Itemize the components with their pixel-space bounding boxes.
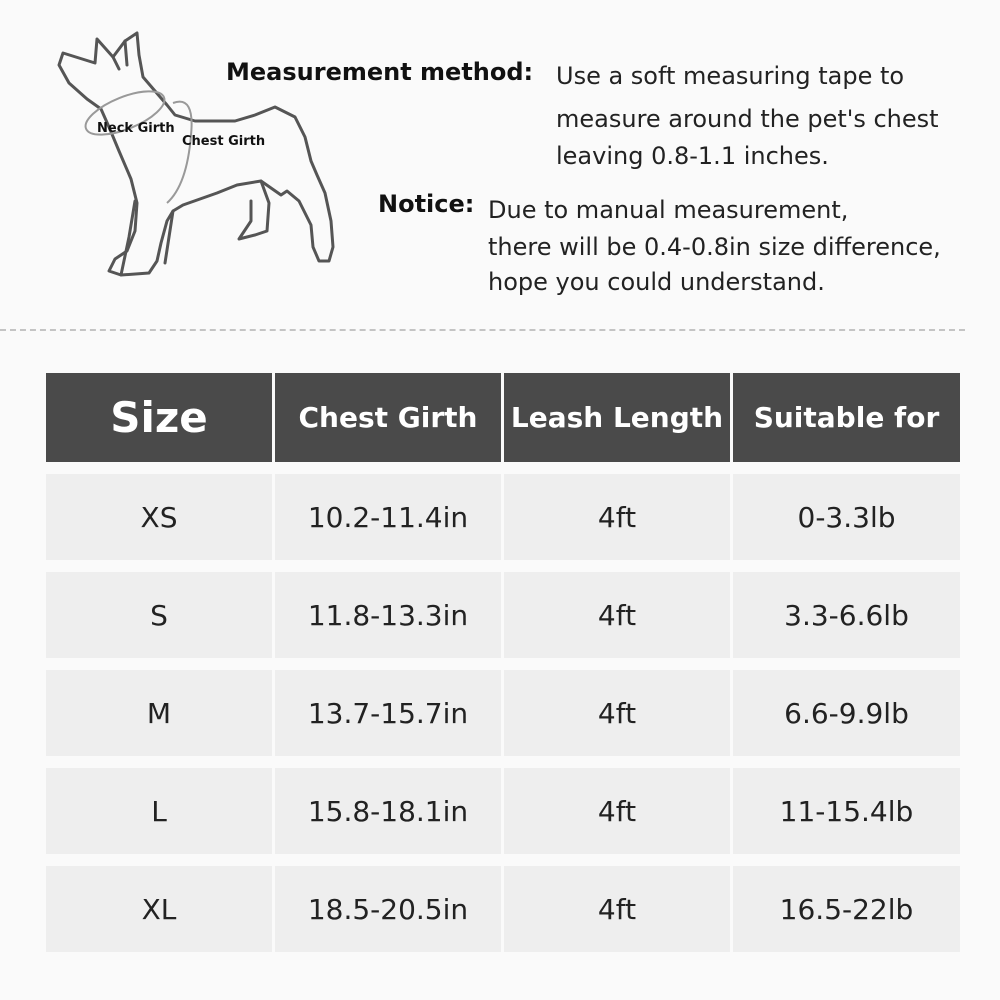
notice-label: Notice:: [378, 190, 475, 218]
table-row: [46, 670, 960, 756]
cell-size: L: [46, 768, 272, 854]
neck-girth-label: Neck Girth: [97, 121, 175, 136]
table-row: [46, 866, 960, 952]
table-row: [46, 572, 960, 658]
measurement-text-line: Use a soft measuring tape to: [556, 62, 905, 90]
table-header-row: [46, 373, 960, 462]
table-row: [46, 768, 960, 854]
cell-leash-length: 4ft: [504, 866, 730, 952]
cell-size: XS: [46, 474, 272, 560]
header-suitable-for: Suitable for: [733, 373, 960, 462]
cell-leash-length: 4ft: [504, 670, 730, 756]
cell-leash-length: 4ft: [504, 768, 730, 854]
header-chest-girth: Chest Girth: [275, 373, 501, 462]
measurement-method-label: Measurement method:: [226, 58, 534, 86]
size-table: [46, 373, 960, 952]
cell-chest-girth: 13.7-15.7in: [275, 670, 501, 756]
cell-suitable-for: 3.3-6.6lb: [733, 572, 960, 658]
cell-leash-length: 4ft: [504, 572, 730, 658]
cell-suitable-for: 16.5-22lb: [733, 866, 960, 952]
header-size: Size: [46, 373, 272, 462]
cell-size: M: [46, 670, 272, 756]
cell-suitable-for: 11-15.4lb: [733, 768, 960, 854]
chest-girth-label: Chest Girth: [182, 134, 266, 149]
measurement-text-line: leaving 0.8-1.1 inches.: [556, 142, 829, 170]
table-row: [46, 474, 960, 560]
measurement-text-line: measure around the pet's chest: [556, 105, 939, 133]
cell-chest-girth: 18.5-20.5in: [275, 866, 501, 952]
cell-suitable-for: 6.6-9.9lb: [733, 670, 960, 756]
cell-leash-length: 4ft: [504, 474, 730, 560]
cell-size: S: [46, 572, 272, 658]
notice-text-line: Due to manual measurement,: [488, 196, 849, 224]
cell-suitable-for: 0-3.3lb: [733, 474, 960, 560]
notice-text-line: hope you could understand.: [488, 268, 825, 296]
notice-text-line: there will be 0.4-0.8in size difference,: [488, 233, 941, 261]
header-leash-length: Leash Length: [504, 373, 730, 462]
cell-chest-girth: 10.2-11.4in: [275, 474, 501, 560]
cell-size: XL: [46, 866, 272, 952]
dashed-divider: [0, 329, 965, 331]
cell-chest-girth: 11.8-13.3in: [275, 572, 501, 658]
cell-chest-girth: 15.8-18.1in: [275, 768, 501, 854]
